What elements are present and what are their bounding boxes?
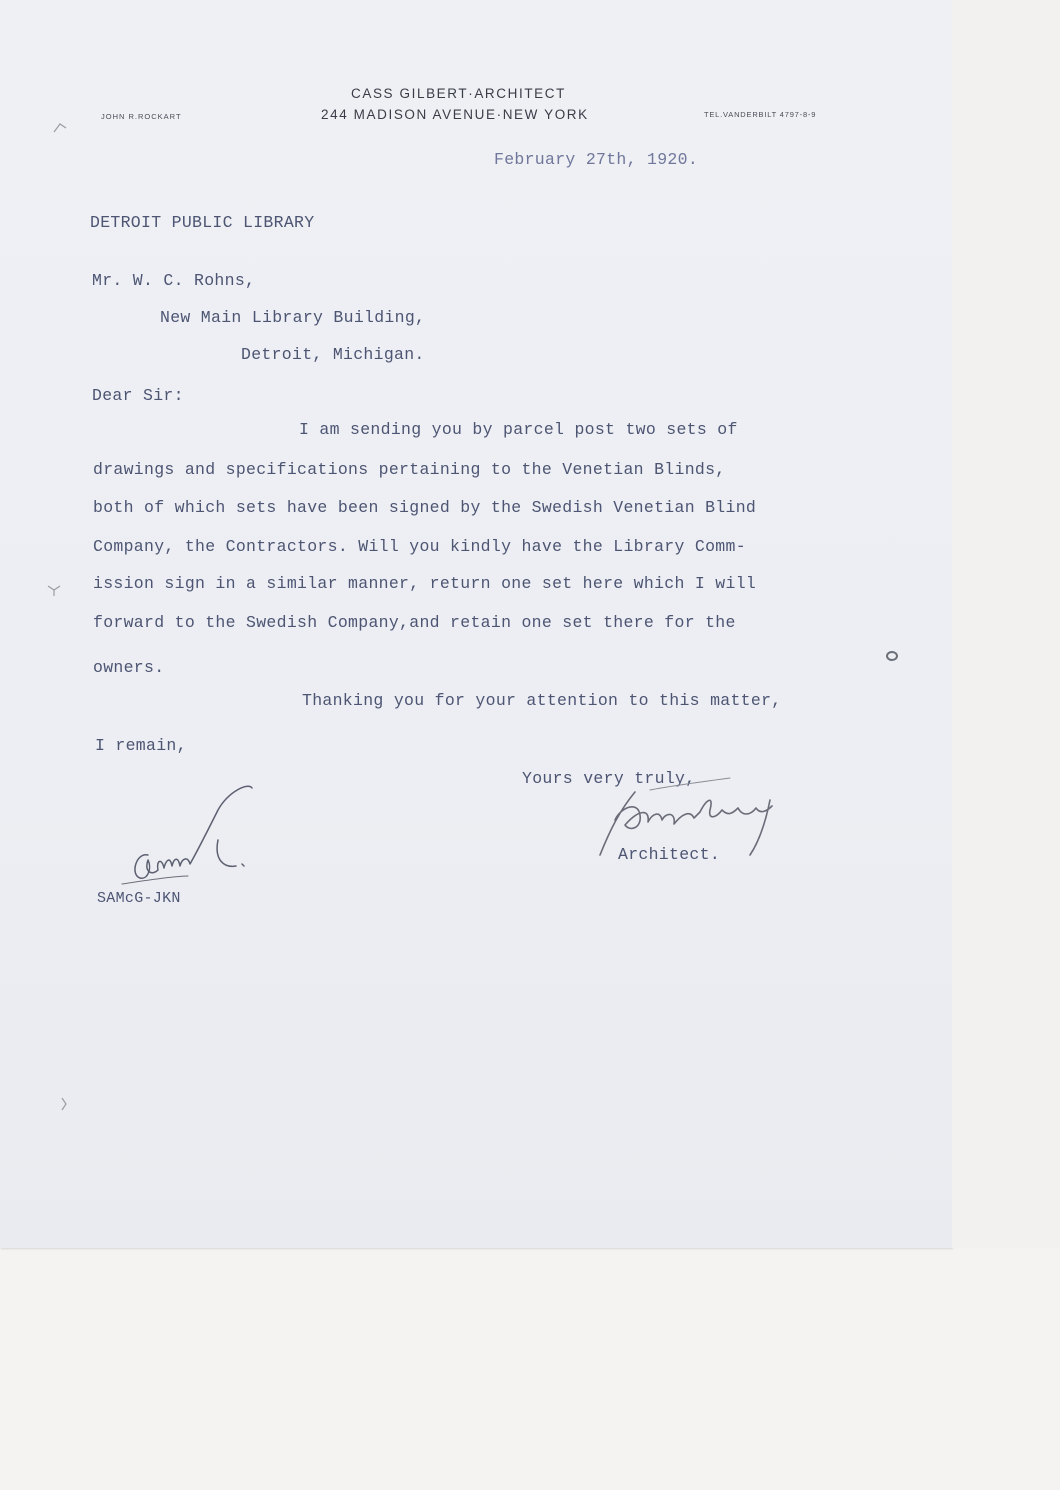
background-margin — [952, 0, 1060, 1248]
body-line-3: both of which sets have been signed by the Swedish Venetian Blind — [93, 498, 757, 517]
signature-title: Architect. — [618, 845, 721, 864]
letterhead-left-name: JOHN R.ROCKART — [101, 112, 182, 121]
recipient-name: Mr. W. C. Rohns, — [92, 271, 256, 290]
body-line-1: I am sending you by parcel post two sets of — [299, 420, 738, 439]
body-line-6: forward to the Swedish Company,and retain one set there for the — [93, 613, 736, 632]
letter-date: February 27th, 1920. — [494, 150, 699, 169]
closing-line: Yours very truly, — [522, 769, 696, 788]
body-line-5: ission sign in a similar manner, return one set here which I will — [93, 574, 757, 593]
letterhead-telephone: TEL.VANDERBILT 4797-8-9 — [704, 110, 817, 119]
recipient-city: Detroit, Michigan. — [241, 345, 425, 364]
staple-mark-icon — [46, 582, 62, 598]
remain-line: I remain, — [95, 736, 187, 755]
recipient-building: New Main Library Building, — [160, 308, 426, 327]
salutation: Dear Sir: — [92, 386, 184, 405]
paper-hole-mark — [886, 651, 898, 661]
recipient-organization: DETROIT PUBLIC LIBRARY — [90, 213, 315, 232]
initials-signature — [118, 780, 268, 890]
body-line-2: drawings and specifications pertaining to the Venetian Blinds, — [93, 460, 726, 479]
staple-mark-icon — [58, 1096, 74, 1112]
thanks-line: Thanking you for your attention to this matter, — [302, 691, 782, 710]
staple-mark-icon — [52, 120, 68, 136]
initials-reference: SAMcG-JKN — [97, 890, 181, 907]
letterhead-address: 244 MADISON AVENUE·NEW YORK — [321, 107, 589, 122]
letterhead-firm: CASS GILBERT·ARCHITECT — [351, 86, 566, 101]
body-line-4: Company, the Contractors. Will you kindly have the Library Comm- — [93, 537, 746, 556]
body-line-7: owners. — [93, 658, 165, 677]
